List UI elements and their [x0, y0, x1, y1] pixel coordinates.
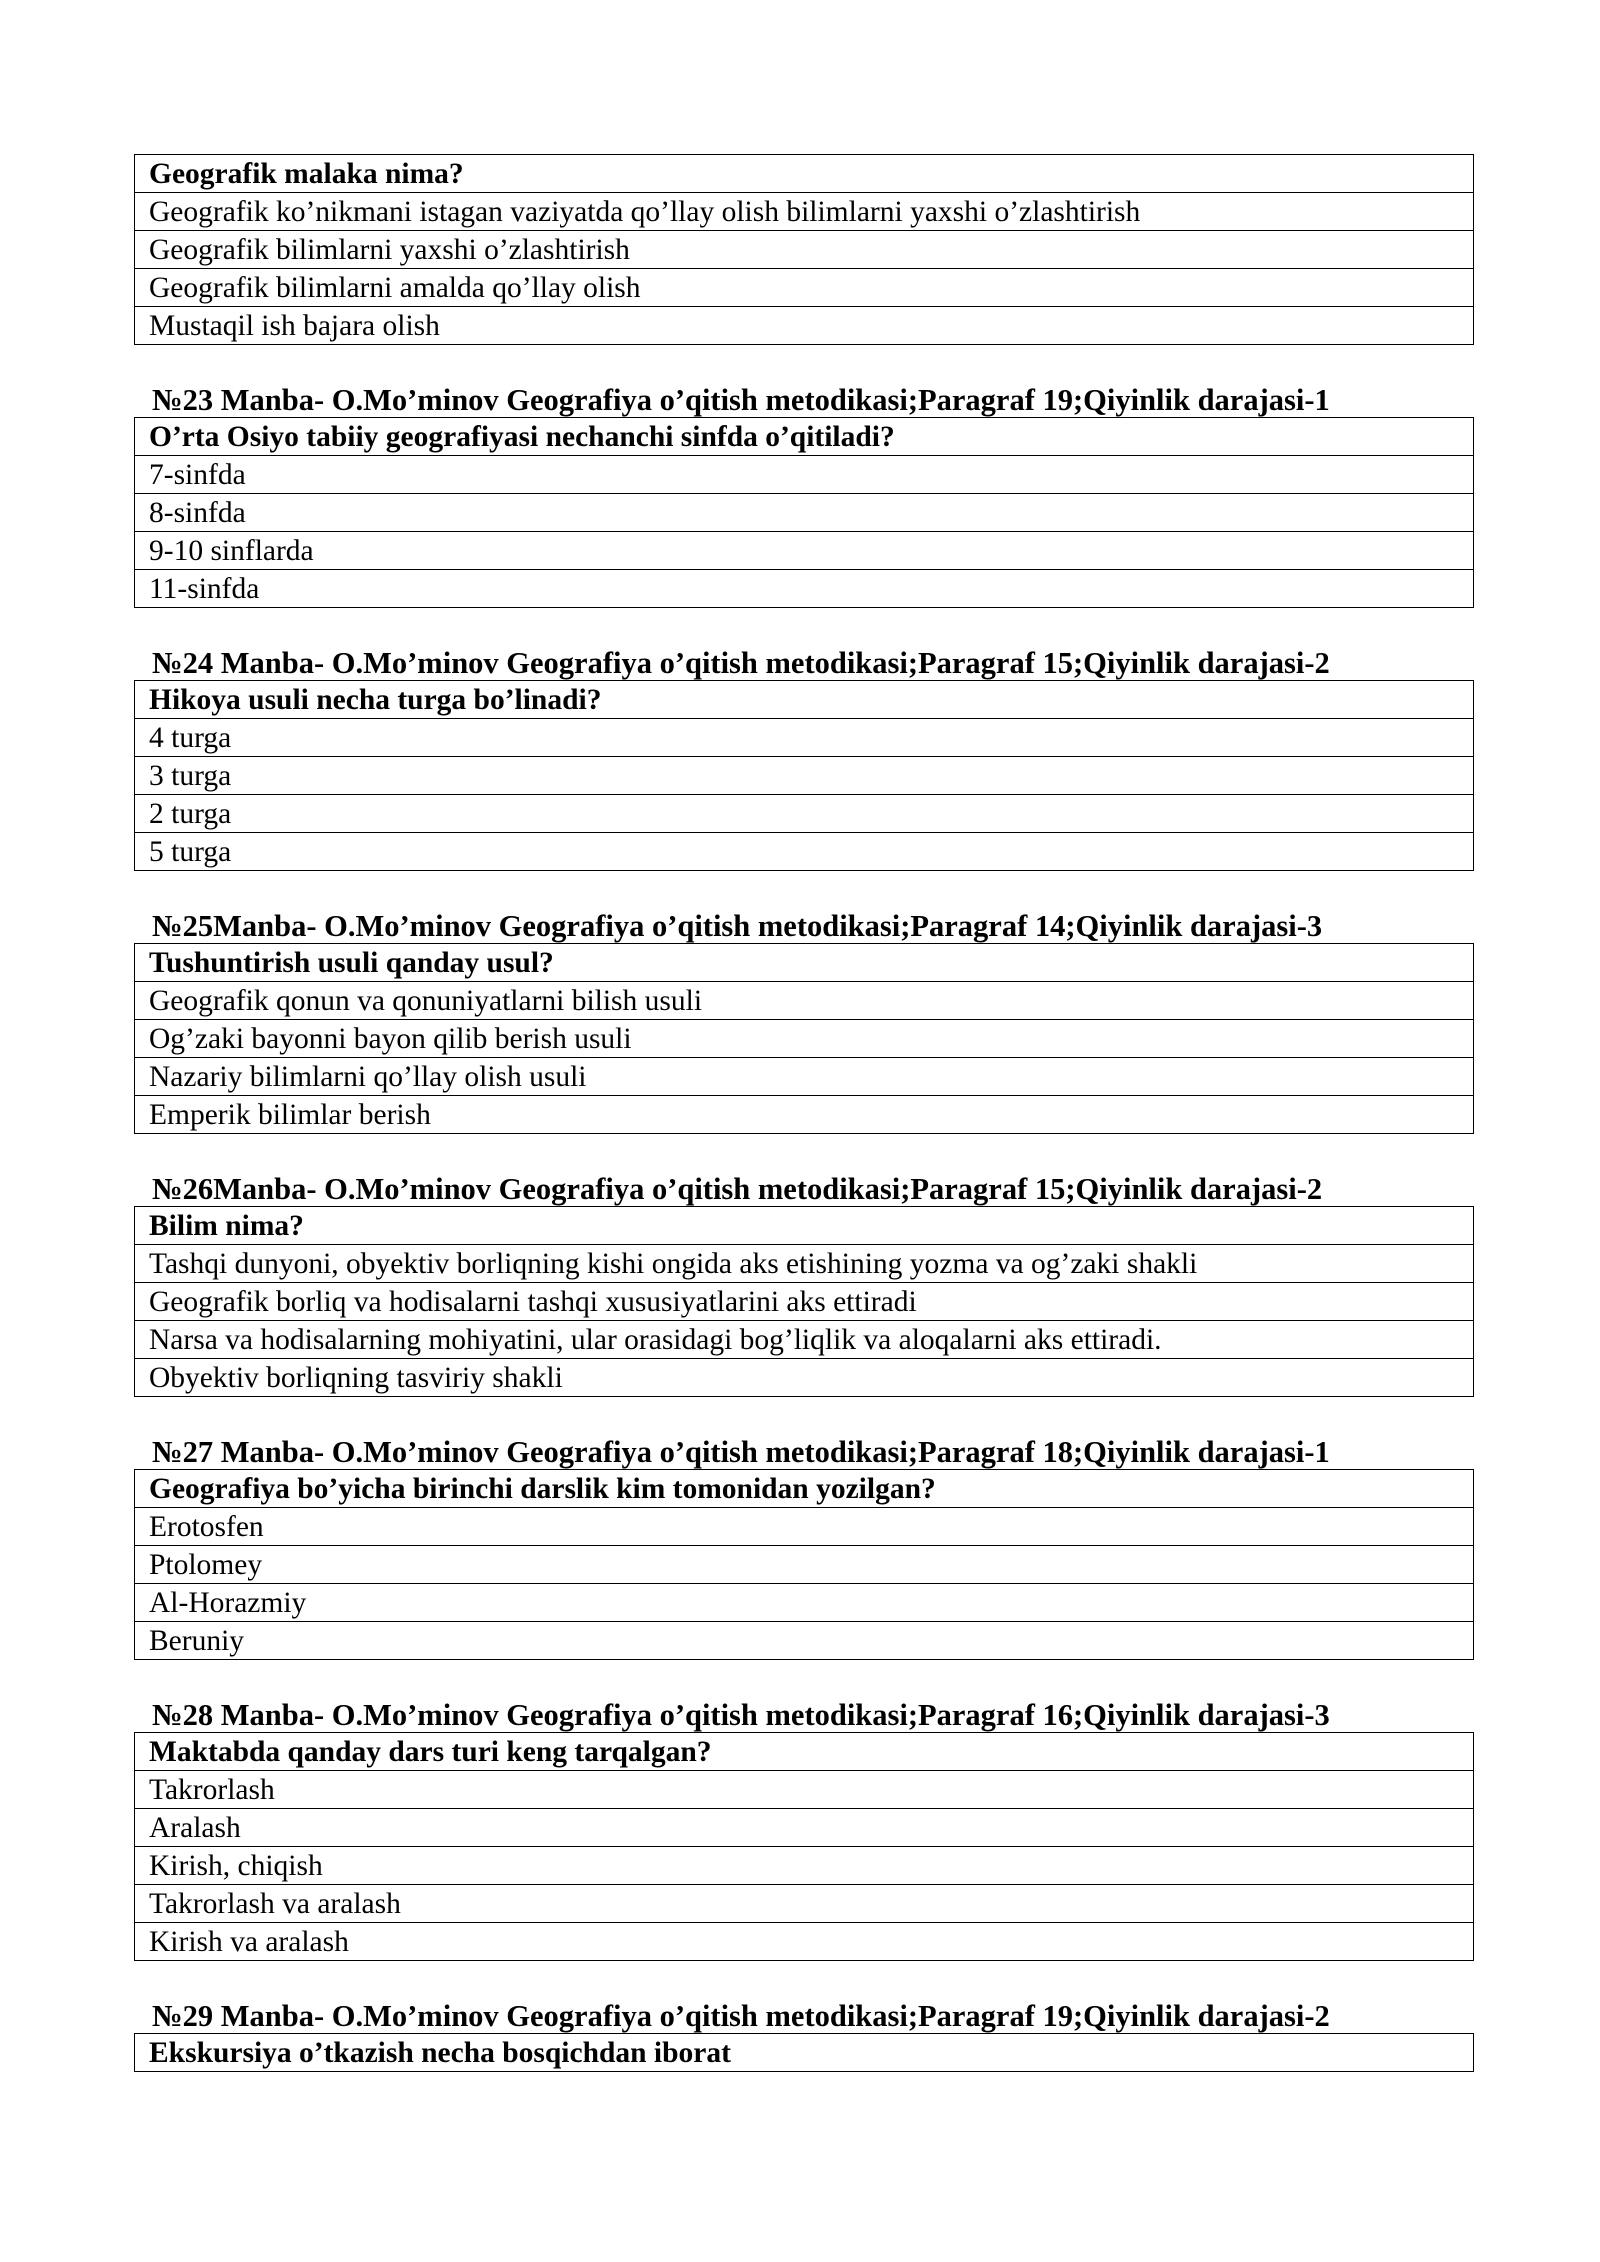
question-source-line: №29 Manba- O.Mo’minov Geografiya o’qitish metodikasi;Paragraf 19;Qiyinlik darajasi-2 [152, 1999, 1330, 2033]
answer-option: Beruniy [135, 1622, 1474, 1660]
answer-row [135, 1020, 1474, 1058]
question-text: O’rta Osiyo tabiiy geografiyasi nechanchi sinfda o’qitiladi? [135, 418, 1474, 456]
answer-row [135, 456, 1474, 494]
question-source-line: №28 Manba- O.Mo’minov Geografiya o’qitish metodikasi;Paragraf 16;Qiyinlik darajasi-3 [152, 1698, 1330, 1732]
answer-option: Tashqi dunyoni, obyektiv borliqning kishi ongida aks etishining yozma va og’zaki shakli [135, 1245, 1474, 1283]
answer-option: Aralash [135, 1809, 1474, 1847]
answer-row [135, 1058, 1474, 1096]
answer-row [135, 1283, 1474, 1321]
question-source-line: №23 Manba- O.Mo’minov Geografiya o’qitish metodikasi;Paragraf 19;Qiyinlik darajasi-1 [152, 383, 1330, 417]
answer-row [135, 1923, 1474, 1961]
question-row [135, 944, 1474, 982]
answer-row [135, 1622, 1474, 1660]
answer-row [135, 1771, 1474, 1809]
question-source-line: №25Manba- O.Mo’minov Geografiya o’qitish metodikasi;Paragraf 14;Qiyinlik darajasi-3 [152, 909, 1323, 943]
question-block [134, 154, 1474, 345]
document-page [134, 154, 1474, 2072]
answer-option: Kirish, chiqish [135, 1847, 1474, 1885]
question-table [134, 680, 1474, 871]
answer-option: Kirish va aralash [135, 1923, 1474, 1961]
question-row [135, 2034, 1474, 2072]
question-row [135, 155, 1474, 193]
answer-option: Mustaqil ish bajara olish [135, 307, 1474, 345]
question-text: Geografiya bo’yicha birinchi darslik kim tomonidan yozilgan? [135, 1470, 1474, 1508]
answer-row [135, 570, 1474, 608]
answer-row [135, 719, 1474, 757]
question-block [134, 909, 1474, 1134]
answer-option: Takrorlash [135, 1771, 1474, 1809]
question-text: Geografik malaka nima? [135, 155, 1474, 193]
answer-row [135, 1885, 1474, 1923]
answer-row [135, 1809, 1474, 1847]
question-source-line: №26Manba- O.Mo’minov Geografiya o’qitish metodikasi;Paragraf 15;Qiyinlik darajasi-2 [152, 1172, 1323, 1206]
answer-row [135, 795, 1474, 833]
answer-row [135, 1584, 1474, 1622]
question-row [135, 1207, 1474, 1245]
answer-row [135, 193, 1474, 231]
answer-option: 9-10 sinflarda [135, 532, 1474, 570]
question-table [134, 1732, 1474, 1961]
question-table [134, 1469, 1474, 1660]
question-text: Ekskursiya o’tkazish necha bosqichdan iborat [135, 2034, 1474, 2072]
answer-row [135, 1847, 1474, 1885]
question-text: Bilim nima? [135, 1207, 1474, 1245]
question-block [134, 646, 1474, 871]
answer-option: Erotosfen [135, 1508, 1474, 1546]
question-row [135, 418, 1474, 456]
question-block [134, 1698, 1474, 1961]
answer-row [135, 1096, 1474, 1134]
answer-option: 7-sinfda [135, 456, 1474, 494]
answer-option: Takrorlash va aralash [135, 1885, 1474, 1923]
answer-option: Ptolomey [135, 1546, 1474, 1584]
answer-option: Al-Horazmiy [135, 1584, 1474, 1622]
answer-option: 8-sinfda [135, 494, 1474, 532]
answer-option: 4 turga [135, 719, 1474, 757]
question-source-line: №27 Manba- O.Mo’minov Geografiya o’qitish metodikasi;Paragraf 18;Qiyinlik darajasi-1 [152, 1435, 1330, 1469]
question-table [134, 417, 1474, 608]
answer-row [135, 1508, 1474, 1546]
answer-option: Narsa va hodisalarning mohiyatini, ular orasidagi bog’liqlik va aloqalarni aks ettiradi. [135, 1321, 1474, 1359]
answer-option: 3 turga [135, 757, 1474, 795]
answer-option: Geografik bilimlarni yaxshi o’zlashtirish [135, 231, 1474, 269]
answer-row [135, 1546, 1474, 1584]
answer-row [135, 231, 1474, 269]
answer-option: 2 turga [135, 795, 1474, 833]
question-table [134, 154, 1474, 345]
question-block [134, 383, 1474, 608]
answer-option: Geografik qonun va qonuniyatlarni bilish usuli [135, 982, 1474, 1020]
answer-option: Og’zaki bayonni bayon qilib berish usuli [135, 1020, 1474, 1058]
question-text: Hikoya usuli necha turga bo’linadi? [135, 681, 1474, 719]
answer-option: Geografik bilimlarni amalda qo’llay olish [135, 269, 1474, 307]
answer-row [135, 1245, 1474, 1283]
answer-row [135, 1359, 1474, 1397]
question-text: Tushuntirish usuli qanday usul? [135, 944, 1474, 982]
question-row [135, 1733, 1474, 1771]
answer-option: Geografik borliq va hodisalarni tashqi xususiyatlarini aks ettiradi [135, 1283, 1474, 1321]
question-table [134, 2033, 1474, 2072]
answer-option: 5 turga [135, 833, 1474, 871]
question-block [134, 1172, 1474, 1397]
answer-row [135, 307, 1474, 345]
answer-row [135, 494, 1474, 532]
answer-row [135, 532, 1474, 570]
answer-option: Geografik ko’nikmani istagan vaziyatda qo’llay olish bilimlarni yaxshi o’zlashtirish [135, 193, 1474, 231]
answer-option: Emperik bilimlar berish [135, 1096, 1474, 1134]
question-row [135, 1470, 1474, 1508]
question-table [134, 1206, 1474, 1397]
answer-option: 11-sinfda [135, 570, 1474, 608]
question-text: Maktabda qanday dars turi keng tarqalgan? [135, 1733, 1474, 1771]
answer-row [135, 757, 1474, 795]
answer-option: Nazariy bilimlarni qo’llay olish usuli [135, 1058, 1474, 1096]
answer-row [135, 1321, 1474, 1359]
answer-row [135, 269, 1474, 307]
question-table [134, 943, 1474, 1134]
answer-row [135, 833, 1474, 871]
question-row [135, 681, 1474, 719]
question-block [134, 1435, 1474, 1660]
answer-option: Obyektiv borliqning tasviriy shakli [135, 1359, 1474, 1397]
answer-row [135, 982, 1474, 1020]
question-block [134, 1999, 1474, 2072]
question-source-line: №24 Manba- O.Mo’minov Geografiya o’qitish metodikasi;Paragraf 15;Qiyinlik darajasi-2 [152, 646, 1330, 680]
